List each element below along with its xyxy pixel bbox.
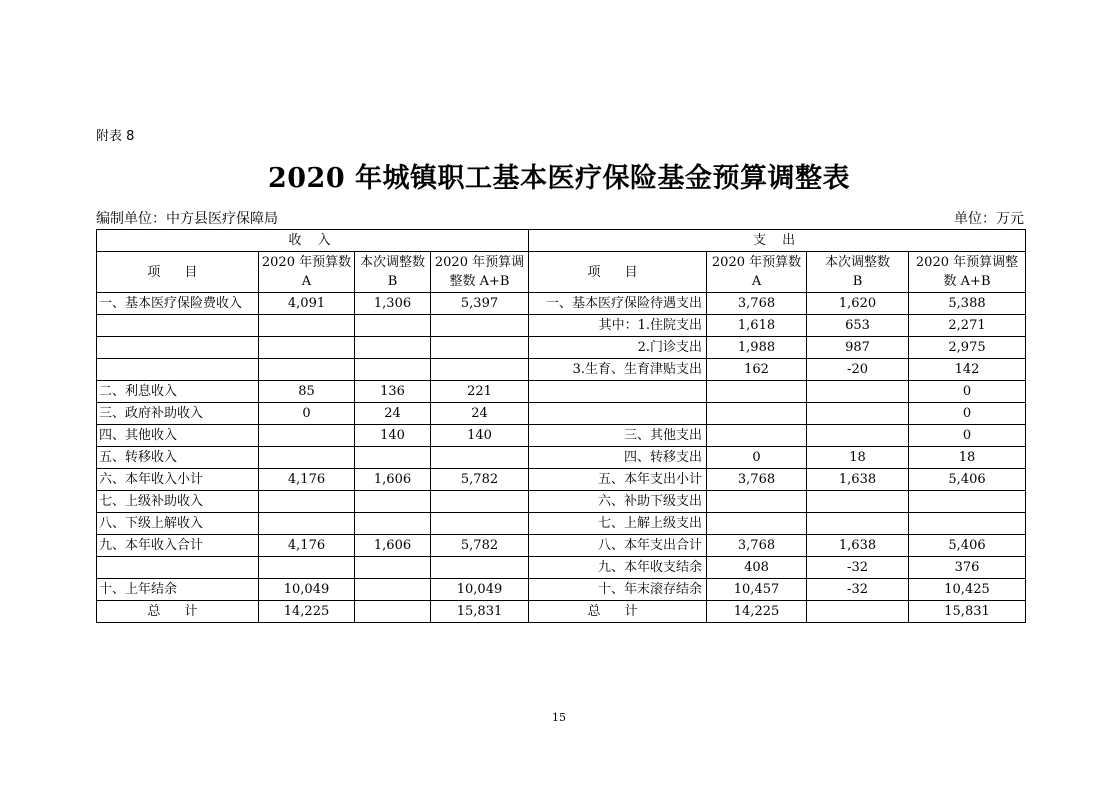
cell-e-item: 五、本年支出小计 [529,469,707,491]
cell-e-c: 0 [909,425,1026,447]
cell-i-a [259,337,355,359]
cell-i-c [431,337,529,359]
cell-e-c [909,513,1026,535]
cell-e-b: 1,638 [807,535,909,557]
cell-i-c [431,359,529,381]
cell-i-b: 140 [355,425,431,447]
cell-e-a [707,513,807,535]
cell-e-a [707,381,807,403]
cell-i-b: 136 [355,381,431,403]
cell-e-item: 一、基本医疗保险待遇支出 [529,293,707,315]
cell-i-c: 15,831 [431,601,529,623]
cell-e-item: 七、上解上级支出 [529,513,707,535]
table-row [97,315,1026,337]
cell-i-b [355,447,431,469]
cell-i-c: 24 [431,403,529,425]
cell-i-c [431,557,529,579]
cell-i-a: 10,049 [259,579,355,601]
cell-i-c [431,491,529,513]
cell-e-c: 5,388 [909,293,1026,315]
cell-e-c: 5,406 [909,535,1026,557]
cell-e-item: 四、转移支出 [529,447,707,469]
cell-i-a: 0 [259,403,355,425]
compiling-unit: 编制单位：中方县医疗保障局 [96,211,278,227]
cell-e-b [807,381,909,403]
cell-i-a [259,491,355,513]
cell-e-item [529,403,707,425]
table-row [97,425,1026,447]
cell-i-item: 四、其他收入 [97,425,259,447]
cell-e-c: 15,831 [909,601,1026,623]
expense-col-c-header: 2020 年预算调整 数 A+B [909,252,1026,293]
cell-i-item: 三、政府补助收入 [97,403,259,425]
table-row [97,359,1026,381]
cell-e-c: 376 [909,557,1026,579]
cell-i-c: 5,782 [431,535,529,557]
cell-i-item: 七、上级补助收入 [97,491,259,513]
cell-e-a: 0 [707,447,807,469]
cell-i-a [259,425,355,447]
cell-i-b [355,579,431,601]
table-row [97,535,1026,557]
cell-e-item: 六、补助下级支出 [529,491,707,513]
cell-i-a [259,447,355,469]
cell-i-b: 1,606 [355,469,431,491]
cell-i-c [431,315,529,337]
cell-e-a [707,425,807,447]
table-row [97,469,1026,491]
cell-i-c [431,513,529,535]
cell-i-b: 1,606 [355,535,431,557]
cell-i-b [355,557,431,579]
cell-e-b [807,403,909,425]
table-row [97,513,1026,535]
cell-e-b: 18 [807,447,909,469]
cell-e-b [807,601,909,623]
cell-i-b [355,315,431,337]
page-number: 15 [552,711,566,724]
table-row [97,447,1026,469]
cell-i-c: 5,397 [431,293,529,315]
table-row [97,601,1026,623]
cell-e-item: 十、年末滚存结余 [529,579,707,601]
cell-i-item: 六、本年收入小计 [97,469,259,491]
cell-e-item: 九、本年收支结余 [529,557,707,579]
cell-e-a: 408 [707,557,807,579]
cell-e-c: 2,271 [909,315,1026,337]
table-row [97,557,1026,579]
table-row [97,491,1026,513]
cell-i-item [97,359,259,381]
income-item-header: 项 目 [97,252,259,293]
cell-i-a [259,359,355,381]
cell-e-item: 总 计 [529,601,707,623]
cell-i-a [259,557,355,579]
income-section-header: 收 入 [97,230,529,252]
cell-i-a: 4,176 [259,535,355,557]
cell-i-b: 24 [355,403,431,425]
cell-i-a: 85 [259,381,355,403]
cell-i-b [355,491,431,513]
cell-e-a: 3,768 [707,469,807,491]
cell-e-c: 0 [909,403,1026,425]
table-row [97,579,1026,601]
cell-i-a: 4,176 [259,469,355,491]
cell-i-item: 八、下级上解收入 [97,513,259,535]
column-header-row [97,252,1026,293]
cell-e-item: 其中：1.住院支出 [529,315,707,337]
appendix-label: 附表 8 [96,129,135,144]
cell-i-c: 140 [431,425,529,447]
cell-i-b: 1,306 [355,293,431,315]
cell-i-c: 221 [431,381,529,403]
cell-i-b [355,359,431,381]
cell-e-b: 653 [807,315,909,337]
income-col-a-header: 2020 年预算数 A [259,252,355,293]
cell-i-item: 十、上年结余 [97,579,259,601]
cell-e-item: 2.门诊支出 [529,337,707,359]
cell-i-c [431,447,529,469]
cell-i-item [97,337,259,359]
expense-col-b-header: 本次调整数 B [807,252,909,293]
cell-e-a: 3,768 [707,535,807,557]
cell-i-b [355,601,431,623]
income-col-b-header: 本次调整数 B [355,252,431,293]
income-col-c-header: 2020 年预算调 整数 A+B [431,252,529,293]
cell-i-item: 一、基本医疗保险费收入 [97,293,259,315]
cell-i-a [259,513,355,535]
cell-i-a: 4,091 [259,293,355,315]
cell-e-b: -20 [807,359,909,381]
cell-i-b [355,513,431,535]
cell-e-c: 5,406 [909,469,1026,491]
table-row [97,337,1026,359]
cell-e-a: 10,457 [707,579,807,601]
cell-e-c [909,491,1026,513]
cell-i-c: 10,049 [431,579,529,601]
cell-i-item: 总 计 [97,601,259,623]
table-row [97,293,1026,315]
cell-e-a [707,491,807,513]
section-header-row [97,230,1026,252]
cell-e-b [807,491,909,513]
cell-e-b: 1,638 [807,469,909,491]
cell-i-item [97,315,259,337]
cell-e-item: 3.生育、生育津贴支出 [529,359,707,381]
cell-e-b: 987 [807,337,909,359]
currency-unit: 单位：万元 [954,211,1024,227]
expense-item-header: 项 目 [529,252,707,293]
cell-i-item: 二、利息收入 [97,381,259,403]
cell-e-a: 162 [707,359,807,381]
cell-e-item [529,381,707,403]
cell-e-b: -32 [807,557,909,579]
cell-e-c: 142 [909,359,1026,381]
cell-e-b [807,425,909,447]
cell-e-a [707,403,807,425]
cell-e-c: 18 [909,447,1026,469]
expense-col-a-header: 2020 年预算数 A [707,252,807,293]
cell-i-item: 五、转移收入 [97,447,259,469]
table-row [97,403,1026,425]
cell-e-item: 三、其他支出 [529,425,707,447]
cell-e-a: 14,225 [707,601,807,623]
cell-e-a: 3,768 [707,293,807,315]
cell-i-a [259,315,355,337]
cell-e-item: 八、本年支出合计 [529,535,707,557]
cell-e-b [807,513,909,535]
cell-i-item [97,557,259,579]
budget-table [96,229,1026,623]
cell-i-a: 14,225 [259,601,355,623]
cell-e-a: 1,988 [707,337,807,359]
cell-i-b [355,337,431,359]
cell-e-c: 0 [909,381,1026,403]
page-title: 2020 年城镇职工基本医疗保险基金预算调整表 [267,163,851,194]
cell-e-b: 1,620 [807,293,909,315]
cell-e-b: -32 [807,579,909,601]
cell-i-item: 九、本年收入合计 [97,535,259,557]
cell-i-c: 5,782 [431,469,529,491]
table-row [97,381,1026,403]
cell-e-c: 10,425 [909,579,1026,601]
cell-e-c: 2,975 [909,337,1026,359]
expense-section-header: 支 出 [529,230,1026,252]
cell-e-a: 1,618 [707,315,807,337]
